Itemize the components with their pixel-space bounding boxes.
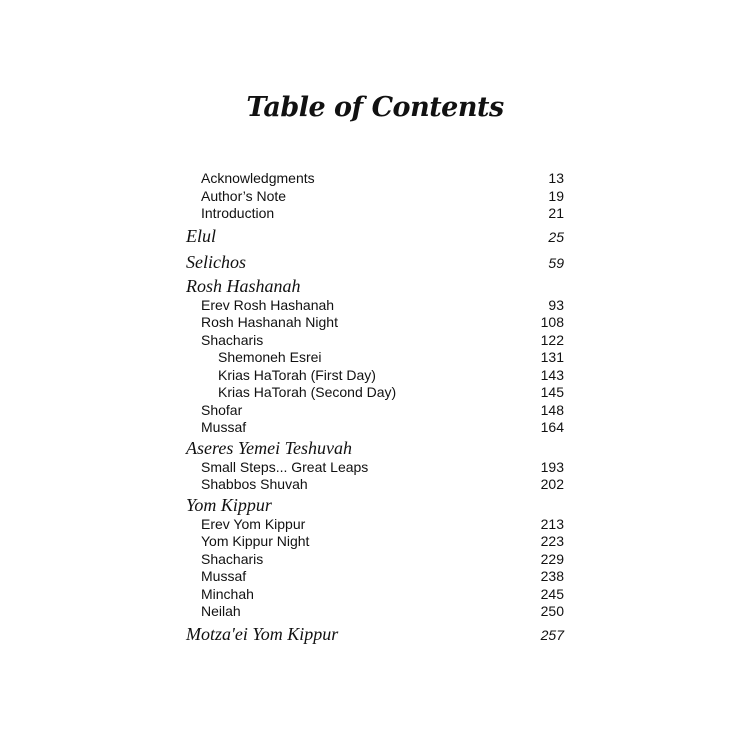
toc-section-label: Selichos bbox=[186, 251, 246, 272]
toc-entry-page: 229 bbox=[540, 550, 564, 567]
toc-entry bbox=[186, 205, 564, 223]
toc-section-page: 257 bbox=[540, 626, 564, 643]
toc-entry-label: Mussaf bbox=[201, 419, 247, 435]
toc-entry bbox=[186, 314, 564, 332]
toc-entry bbox=[186, 568, 564, 586]
toc-entry-label: Neilah bbox=[201, 603, 241, 619]
toc-entry bbox=[186, 551, 564, 569]
toc-entry-page: 143 bbox=[540, 366, 564, 383]
toc-section-label: Motza'ei Yom Kippur bbox=[186, 623, 339, 644]
toc-entry-page: 202 bbox=[540, 476, 564, 492]
toc-entry bbox=[186, 533, 564, 551]
toc-section-label: Yom Kippur bbox=[186, 494, 272, 515]
toc-entry-label: Acknowledgments bbox=[201, 170, 315, 186]
toc-entry-label: Small Steps... Great Leaps bbox=[201, 458, 369, 475]
toc-entry-page: 250 bbox=[540, 603, 564, 619]
toc-entry-label: Shemoneh Esrei bbox=[218, 349, 322, 365]
toc-entry-label: Yom Kippur Night bbox=[201, 533, 310, 549]
toc-entry-page: 19 bbox=[548, 187, 564, 204]
toc-entry-page: 131 bbox=[540, 349, 564, 365]
page-title: Table of Contents bbox=[246, 92, 504, 123]
toc-section bbox=[186, 621, 564, 647]
toc-entry-page: 21 bbox=[548, 205, 564, 221]
toc-entry-label: Introduction bbox=[201, 205, 275, 221]
toc-section-label: Aseres Yemei Teshuvah bbox=[186, 437, 352, 458]
toc-entry bbox=[186, 332, 564, 350]
toc-entry bbox=[186, 476, 564, 494]
toc-entry bbox=[186, 188, 564, 206]
toc-entry-label: Erev Yom Kippur bbox=[201, 515, 306, 532]
toc-entry bbox=[186, 170, 564, 188]
toc-entry bbox=[186, 297, 564, 315]
toc-section-label: Rosh Hashanah bbox=[186, 275, 301, 296]
toc-entry-label: Krias HaTorah (First Day) bbox=[218, 366, 376, 383]
toc-entry-label: Rosh Hashanah Night bbox=[201, 314, 338, 330]
toc-entry-page: 223 bbox=[540, 533, 564, 549]
toc-entry-page: 122 bbox=[540, 331, 564, 348]
toc-entry bbox=[186, 603, 564, 621]
toc-section-page: 25 bbox=[548, 228, 564, 245]
toc-entry-page: 193 bbox=[540, 458, 564, 475]
toc-entry bbox=[186, 459, 564, 477]
toc-section-page: 59 bbox=[548, 254, 564, 271]
toc-entry bbox=[186, 402, 564, 420]
toc-section bbox=[186, 437, 564, 459]
toc-entry-label: Shabbos Shuvah bbox=[201, 476, 308, 492]
toc-subentry bbox=[186, 384, 564, 402]
toc-entry-page: 245 bbox=[540, 585, 564, 602]
toc-entry bbox=[186, 586, 564, 604]
toc-entry bbox=[186, 419, 564, 437]
toc-entry-label: Krias HaTorah (Second Day) bbox=[218, 384, 397, 400]
toc-entry-page: 108 bbox=[540, 314, 564, 330]
toc-entry-label: Shacharis bbox=[201, 331, 264, 348]
toc-section bbox=[186, 494, 564, 516]
toc-entry-page: 145 bbox=[540, 384, 564, 400]
toc-entry-label: Shofar bbox=[201, 401, 243, 418]
toc-entry-page: 93 bbox=[548, 296, 564, 313]
toc-entry-label: Mussaf bbox=[201, 568, 247, 584]
toc-entry-label: Minchah bbox=[201, 585, 254, 602]
toc-section bbox=[186, 223, 564, 249]
toc-list bbox=[186, 170, 564, 647]
toc-entry-label: Erev Rosh Hashanah bbox=[201, 296, 335, 313]
toc-entry-page: 238 bbox=[540, 568, 564, 584]
toc-entry-page: 213 bbox=[540, 515, 564, 532]
toc-subentry bbox=[186, 367, 564, 385]
toc-section bbox=[186, 275, 564, 297]
toc-section bbox=[186, 249, 564, 275]
toc-section-label: Elul bbox=[186, 225, 216, 246]
toc-entry-page: 13 bbox=[548, 170, 564, 186]
toc-entry-label: Author’s Note bbox=[201, 187, 287, 204]
toc-entry-page: 148 bbox=[540, 401, 564, 418]
toc-subentry bbox=[186, 349, 564, 367]
toc-entry-label: Shacharis bbox=[201, 550, 264, 567]
toc-entry bbox=[186, 516, 564, 534]
toc-entry-page: 164 bbox=[540, 419, 564, 435]
